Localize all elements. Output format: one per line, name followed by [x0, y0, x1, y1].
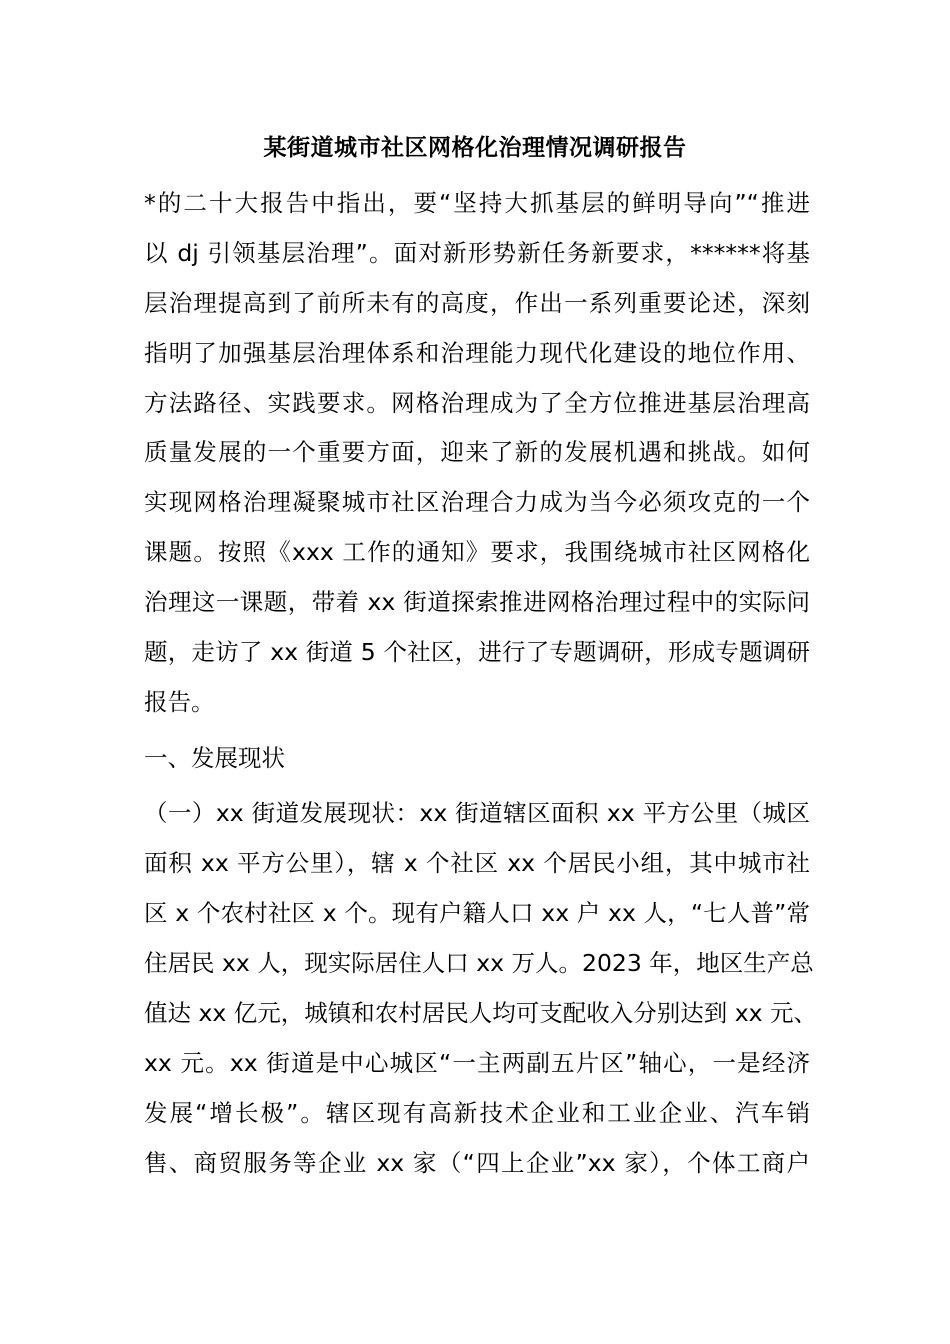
document-title: 某街道城市社区网格化治理情况调研报告	[263, 135, 687, 161]
intro-line: *的二十大报告中指出，要“坚持大抓基层的鲜明导向”“推进	[144, 189, 810, 217]
intro-line: 题，走访了 xx 街道 5 个社区，进行了专题调研，形成专题调研	[144, 638, 810, 666]
section-line: （一）xx 街道发展现状：xx 街道辖区面积 xx 平方公里（城区	[144, 799, 810, 827]
section-line: 值达 xx 亿元，城镇和农村居民人均可支配收入分别达到 xx 元、	[144, 999, 818, 1027]
intro-line: 质量发展的一个重要方面，迎来了新的发展机遇和挑战。如何	[144, 438, 810, 466]
section-line: xx 元。xx 街道是中心城区“一主两副五片区”轴心，一是经济	[144, 1049, 810, 1077]
intro-line: 治理这一课题，带着 xx 街道探索推进网格治理过程中的实际问	[144, 588, 810, 616]
intro-line: 课题。按照《xxx 工作的通知》要求，我围绕城市社区网格化	[144, 538, 810, 566]
section-line: 售、商贸服务等企业 xx 家（“四上企业”xx 家），个体工商户	[144, 1149, 810, 1177]
intro-line: 实现网格治理凝聚城市社区治理合力成为当今必须攻克的一个	[144, 488, 810, 516]
section-line: 发展“增长极”。辖区现有高新技术企业和工业企业、汽车销	[144, 1099, 810, 1127]
intro-line: 指明了加强基层治理体系和治理能力现代化建设的地位作用、	[144, 339, 810, 367]
intro-line: 方法路径、实践要求。网格治理成为了全方位推进基层治理高	[144, 389, 810, 417]
section-line: 区 x 个农村社区 x 个。现有户籍人口 xx 户 xx 人，“七人普”常	[144, 899, 810, 927]
section-line: 住居民 xx 人，现实际居住人口 xx 万人。2023 年，地区生产总	[144, 949, 814, 977]
section-heading: 一、发展现状	[144, 744, 285, 772]
section-line: 面积 xx 平方公里），辖 x 个社区 xx 个居民小组，其中城市社	[144, 849, 810, 877]
intro-line: 层治理提高到了前所未有的高度，作出一系列重要论述，深刻	[144, 289, 810, 317]
intro-line: 以 dj 引领基层治理”。面对新形势新任务新要求，******将基	[144, 239, 810, 267]
intro-line: 报告。	[144, 688, 215, 716]
